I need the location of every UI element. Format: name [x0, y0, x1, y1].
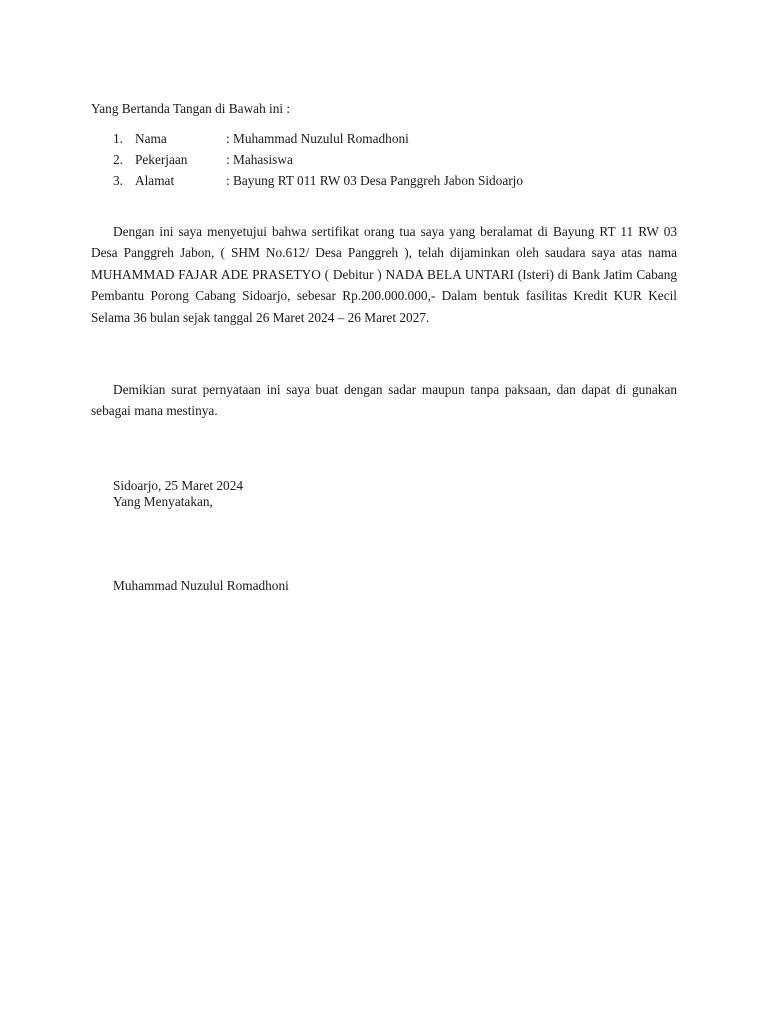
intro-line: Yang Bertanda Tangan di Bawah ini : — [91, 101, 291, 116]
statement-paragraph: Dengan ini saya menyetujui bahwa sertifikat orang tua saya yang beralamat di Bayung RT 11 RW 03 Desa Panggreh Jabon, ( SHM No.612/ Desa Panggreh ), telah dijaminkan oleh saudara saya atas nama MUHAMMAD FAJAR ADE PRASETYO ( Debitur ) NADA BELA UNTARI (Isteri) di Bank Jatim Cabang Pembantu Porong Cabang Sidoarjo, sebesar Rp.200.000.000,- Dalam bentuk fasilitas Kredit KUR Kecil Selama 36 bulan sejak tanggal 26 Maret 2024 – 26 Maret 2027. — [91, 224, 677, 325]
signer-name: Muhammad Nuzulul Romadhoni — [113, 578, 289, 593]
place-date: Sidoarjo, 25 Maret 2024 — [113, 478, 243, 493]
row-number: 3. — [113, 173, 123, 188]
row-value-occupation: : Mahasiswa — [226, 152, 293, 167]
row-label-address: Alamat — [135, 173, 175, 188]
row-number: 2. — [113, 152, 123, 167]
closing-salutation: Yang Menyatakan, — [113, 494, 213, 509]
signature-block — [113, 478, 243, 510]
row-number: 1. — [113, 131, 123, 146]
row-value-name: : Muhammad Nuzulul Romadhoni — [226, 131, 409, 146]
row-label-occupation: Pekerjaan — [135, 152, 188, 167]
row-value-address: : Bayung RT 011 RW 03 Desa Panggreh Jabon Sidoarjo — [226, 173, 524, 188]
closing-paragraph: Demikian surat pernyataan ini saya buat dengan sadar maupun tanpa paksaan, dan dapat di gunakan sebagai mana mestinya. — [91, 382, 677, 419]
row-label-name: Nama — [135, 131, 167, 146]
